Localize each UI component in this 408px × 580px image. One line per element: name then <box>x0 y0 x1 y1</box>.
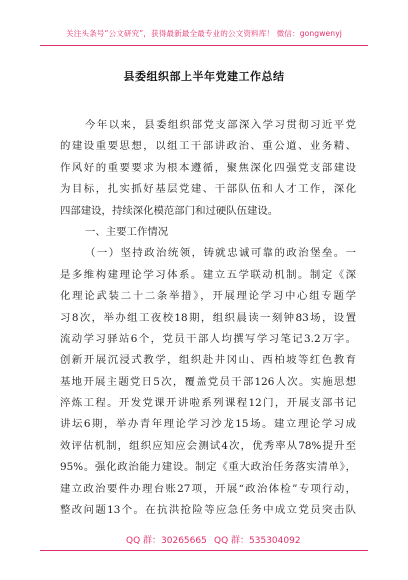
body-line: 流动学习驿站6个，党员干部人均撰写学习笔记3.2万字。 <box>60 332 356 345</box>
body-line: 讲坛6期，举办青年理论学习沙龙15场。建立理论学习成 <box>60 418 356 431</box>
body-line: 淬炼工程。开发党课开讲啦系列课程12门，开展支部书记 <box>60 397 356 410</box>
body-line: 化理论武装二十二条举措》，开展理论学习中心组专题学 <box>60 290 356 303</box>
body-line: 四部建设，持续深化模范部门和过硬队伍建设。 <box>60 204 279 217</box>
header-banner: 关注头条号“公文研究”，获得最新最全最专业的公文资料库！ 微信：gongwenyj <box>66 29 342 38</box>
body-line: 作风好的重要要求为根本遵循，聚焦深化四强党支部建设 <box>60 161 356 174</box>
body-line: （一）坚持政治统领，铸就忠诚可靠的政治堡垒。一 <box>85 247 356 260</box>
body-line: 95%。强化政治能力建设。制定《重大政治任务落实清单》， <box>60 461 356 474</box>
header-divider <box>40 45 368 46</box>
body-line: 效评估机制，组织应知应会测试4次，优秀率从78%提升至 <box>60 439 356 452</box>
section-heading: 一、主要工作情况 <box>85 225 169 238</box>
body-line: 今年以来，县委组织部党支部深入学习贯彻习近平党 <box>85 119 356 131</box>
body-line: 整改问题13个。在抗洪抢险等应急任务中成立党员突击队 <box>60 504 356 517</box>
footer-qq-group-2: QQ 群：535304092 <box>214 536 301 546</box>
body-line: 是多维构建理论学习体系。建立五学联动机制。制定《深 <box>60 268 356 281</box>
body-line: 为目标，扎实抓好基层党建、干部队伍和人才工作，深化 <box>60 183 356 196</box>
body-line: 建立政治要件办理台账27项，开展“政治体检”专项行动， <box>60 482 356 495</box>
document-body <box>60 115 356 521</box>
body-line: 习8次，举办组工夜校18期，组织晨读一刻钟83场，设置 <box>60 311 356 324</box>
footer-qq-group-1: QQ 群：30265665 <box>126 536 207 546</box>
document-title: 县委组织部上半年党建工作总结 <box>123 70 285 83</box>
body-line: 基地开展主题党日5次，覆盖党员干部126人次。实施思想 <box>60 375 356 388</box>
footer-divider <box>40 550 368 551</box>
body-line: 创新开展沉浸式教学，组织赴井冈山、西柏坡等红色教育 <box>60 354 356 367</box>
body-line: 的建设重要思想，以组工干部讲政治、重公道、业务精、 <box>60 140 356 153</box>
